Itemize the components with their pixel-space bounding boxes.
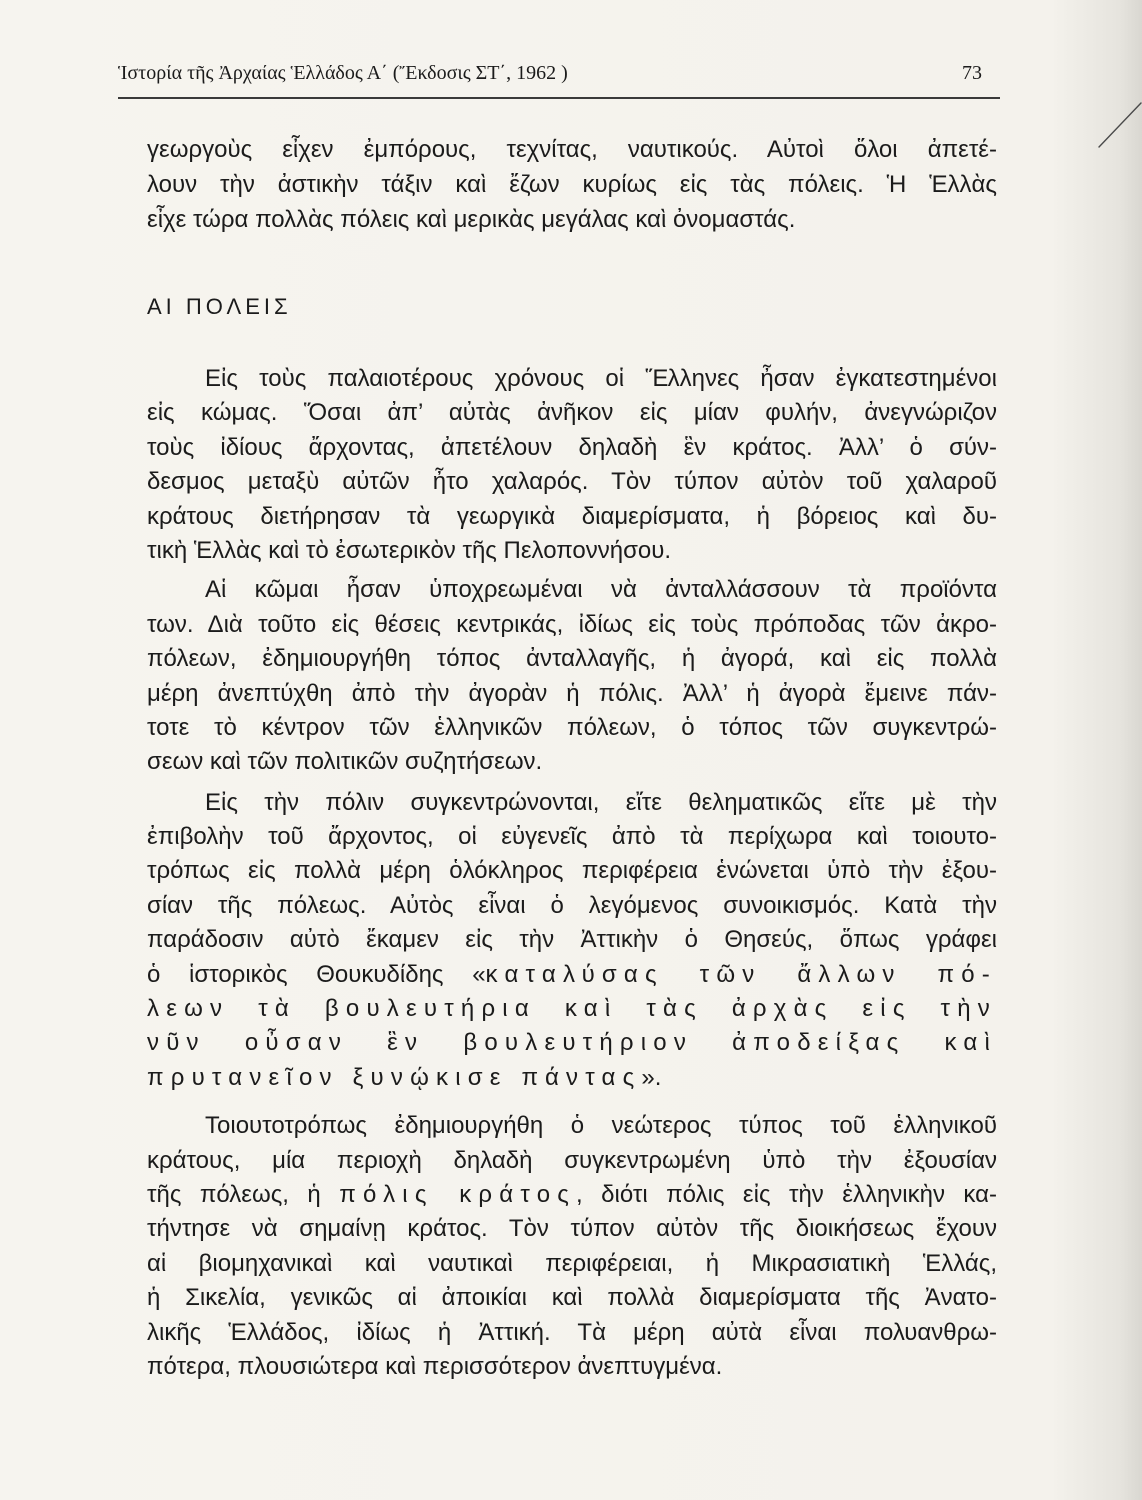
line-text: Εἰς τοὺς παλαιοτέρους χρόνους οἱ Ἕλληνες ἦσαν ἐγκατεστημένοι	[205, 365, 997, 392]
line-text: παράδοσιν αὐτὸ ἔκαμεν εἰς τὴν Ἀττικὴν ὁ Θησεύς, ὅπως γράφει	[147, 926, 997, 954]
text-line	[147, 431, 997, 465]
text-line	[147, 573, 997, 607]
line-text	[147, 961, 997, 988]
text-line	[147, 362, 997, 396]
text-segment: , διότι πόλις εἰς τὴν ἑλληνικὴν κα-	[576, 1180, 997, 1208]
line-text	[147, 995, 997, 1022]
line-text	[147, 1064, 661, 1091]
text-line	[147, 1350, 997, 1384]
paragraph	[147, 786, 997, 1096]
text-line	[147, 1247, 997, 1281]
text-line	[147, 958, 997, 992]
line-text: τήντησε νὰ σημαίνῃ κράτος. Τὸν τύπον αὐτὸν τῆς διοικήσεως ἔχουν	[147, 1215, 997, 1243]
paragraph	[147, 362, 997, 568]
text-line	[147, 923, 997, 957]
line-text	[147, 1029, 997, 1056]
text-line	[147, 642, 997, 676]
text-line	[147, 608, 997, 642]
line-text: εἶχε τώρα πολλὰς πόλεις καὶ μερικὰς μεγάλας καὶ ὀνομαστάς.	[147, 206, 796, 233]
text-line	[147, 500, 997, 534]
spaced-emphasis-text: λεων τὰ βουλευτήρια καὶ τὰς ἀρχὰς εἰς τὴν	[147, 995, 997, 1023]
line-text: γεωργοὺς εἶχεν ἐμπόρους, τεχνίτας, ναυτικούς. Αὐτοὶ ὅλοι ἀπετέ-	[147, 136, 997, 163]
line-text: κράτους, μία περιοχὴ δηλαδὴ συγκεντρωμένη ὑπὸ τὴν ἐξουσίαν	[147, 1146, 997, 1174]
text-line	[147, 1212, 997, 1246]
text-line	[147, 820, 997, 854]
page-number: 73	[962, 62, 982, 84]
running-head-title: Ἱστορία τῆς Ἀρχαίας Ἑλλάδος Α΄ (Ἔκδοσις ΣΤ΄, 1962 )	[118, 62, 568, 84]
text-line	[147, 1109, 997, 1143]
text-line	[147, 677, 997, 711]
line-text: σεων καὶ τῶν πολιτικῶν συζητήσεων.	[147, 748, 543, 776]
text-line	[147, 167, 997, 202]
text-segment: τῆς πόλεως, ἡ	[147, 1180, 340, 1208]
text-line	[147, 202, 997, 237]
text-line	[147, 854, 997, 888]
line-text: των. Διὰ τοῦτο εἰς θέσεις κεντρικάς, ἰδίως εἰς τοὺς πρόποδας τῶν ἀκρο-	[147, 610, 997, 638]
line-text: κράτους διετήρησαν τὰ γεωργικὰ διαμερίσματα, ἡ βόρειος καὶ δυ-	[147, 502, 997, 530]
line-text: μέρη ἀνεπτύχθη ἀπὸ τὴν ἀγορὰν ἡ πόλις. Ἀλλ’ ἡ ἀγορὰ ἔμεινε πάν-	[147, 679, 997, 707]
text-line	[147, 786, 997, 820]
line-text: εἰς κώμας. Ὅσαι ἀπ’ αὐτὰς ἀνῆκον εἰς μίαν φυλήν, ἀνεγνώριζον	[147, 399, 997, 427]
continued-paragraph	[147, 132, 997, 237]
text-line	[147, 889, 997, 923]
text-line	[147, 1144, 997, 1178]
line-text	[147, 1181, 997, 1208]
line-text: Εἰς τὴν πόλιν συγκεντρώνονται, εἴτε θεληματικῶς εἴτε μὲ τὴν	[205, 788, 997, 816]
line-text: ἐπιβολὴν τοῦ ἄρχοντος, οἱ εὐγενεῖς ἀπὸ τὰ περίχωρα καὶ τοιουτο-	[147, 823, 997, 851]
body-text	[147, 132, 997, 1384]
header-rule	[118, 97, 1000, 99]
text-line	[147, 1061, 997, 1095]
text-line	[147, 465, 997, 499]
line-text: λουν τὴν ἀστικὴν τάξιν καὶ ἔζων κυρίως εἰς τὰς πόλεις. Ἡ Ἑλλὰς	[147, 171, 997, 198]
line-text: σίαν τῆς πόλεως. Αὐτὸς εἶναι ὁ λεγόμενος συνοικισμός. Κατὰ τὴν	[147, 891, 997, 919]
line-text: τικὴ Ἑλλὰς καὶ τὸ ἐσωτερικὸν τῆς Πελοποννήσου.	[147, 536, 672, 564]
text-segment: ».	[641, 1063, 662, 1091]
spaced-emphasis-text: νῦν οὖσαν ἓν βουλευτήριον ἀποδείξας καὶ	[147, 1029, 997, 1057]
spaced-emphasis-text: καταλύσας τῶν ἄλλων πό-	[485, 960, 997, 988]
text-line	[147, 1316, 997, 1350]
text-line	[147, 132, 997, 167]
text-line	[147, 534, 997, 568]
text-line	[147, 1178, 997, 1212]
text-line	[147, 1026, 997, 1060]
paragraph	[147, 573, 997, 779]
line-text: αἱ βιομηχανικαὶ καὶ ναυτικαὶ περιφέρειαι, ἡ Μικρασιατικὴ Ἑλλάς,	[147, 1249, 997, 1277]
section-heading: ΑΙ ΠΟΛΕΙΣ	[147, 294, 292, 319]
text-line	[147, 711, 997, 745]
line-text: δεσμος μεταξὺ αὐτῶν ἦτο χαλαρός. Τὸν τύπον αὐτὸν τοῦ χαλαροῦ	[147, 468, 997, 496]
line-text: Αἱ κῶμαι ἦσαν ὑποχρεωμέναι νὰ ἀνταλλάσσουν τὰ προϊόντα	[205, 576, 997, 604]
text-line	[147, 992, 997, 1026]
paragraph	[147, 1109, 997, 1384]
spaced-emphasis-text: πόλις κράτος	[339, 1180, 577, 1208]
line-text: λικῆς Ἑλλάδος, ἰδίως ἡ Ἀττική. Τὰ μέρη αὐτὰ εἶναι πολυανθρω-	[147, 1318, 997, 1346]
line-text: ἡ Σικελία, γενικῶς αἱ ἀποικίαι καὶ πολλὰ διαμερίσματα τῆς Ἀνατο-	[147, 1284, 997, 1312]
text-segment: ὁ ἱστορικὸς Θουκυδίδης «	[147, 960, 486, 988]
line-text: τοὺς ἰδίους ἄρχοντας, ἀπετέλουν δηλαδὴ ἓν κράτος. Ἀλλ’ ὁ σύν-	[147, 433, 997, 461]
spaced-emphasis-text: πρυτανεῖον ξυνῴκισε πάντας	[147, 1063, 642, 1091]
text-line	[147, 745, 997, 779]
line-text: πότερα, πλουσιώτερα καὶ περισσότερον ἀνεπτυγμένα.	[147, 1352, 723, 1380]
line-text: Τοιουτοτρόπως ἐδημιουργήθη ὁ νεώτερος τύπος τοῦ ἑλληνικοῦ	[205, 1112, 997, 1140]
text-line	[147, 1281, 997, 1315]
line-text: τρόπως εἰς πολλὰ μέρη ὁλόκληρος περιφέρεια ἑνώνεται ὑπὸ τὴν ἐξου-	[147, 857, 997, 885]
pen-mark	[1095, 95, 1142, 155]
line-text: τοτε τὸ κέντρον τῶν ἑλληνικῶν πόλεων, ὁ τόπος τῶν συγκεντρώ-	[147, 713, 997, 741]
line-text: πόλεων, ἐδημιουργήθη τόπος ἀνταλλαγῆς, ἡ ἀγορά, καὶ εἰς πολλὰ	[147, 645, 997, 673]
text-line	[147, 396, 997, 430]
